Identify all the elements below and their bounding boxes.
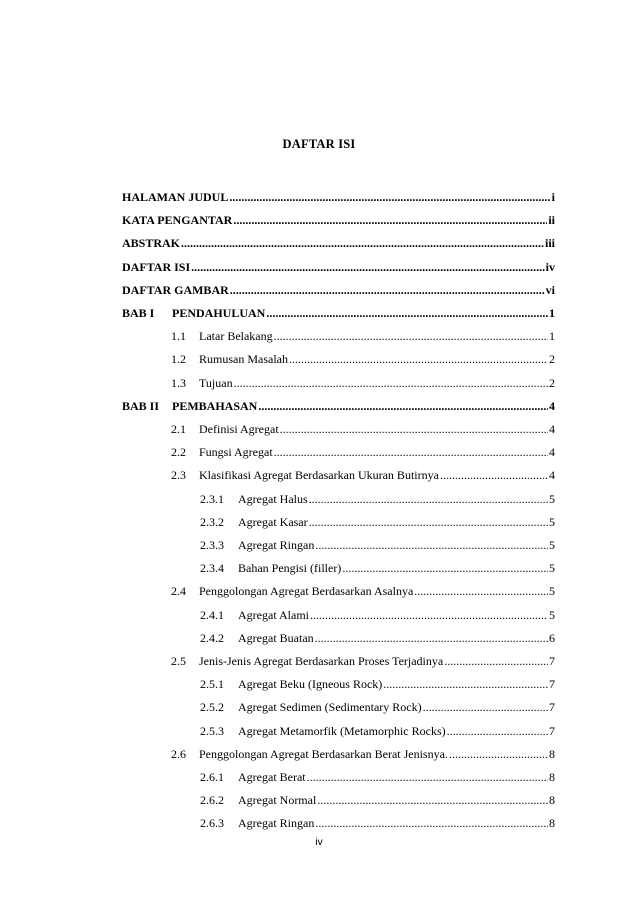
toc-entry <box>200 675 555 693</box>
toc-entry <box>200 722 555 740</box>
toc-entry-page: 5 <box>549 538 555 552</box>
toc-dot-leader <box>309 490 548 508</box>
toc-entry <box>171 327 555 345</box>
toc-dot-leader <box>315 814 548 832</box>
toc-entry-number: 2.2 <box>171 445 186 460</box>
toc-entry-label: DAFTAR ISI <box>122 259 191 274</box>
toc-dot-leader <box>444 652 548 670</box>
toc-entry-label: Definisi Agregat <box>199 422 279 436</box>
toc-entry <box>122 304 555 322</box>
toc-entry-number: 2.5.2 <box>200 700 224 715</box>
toc-entry-label: ABSTRAK <box>122 236 181 251</box>
toc-entry-page: 1 <box>549 306 555 320</box>
toc-entry-page: 4 <box>549 422 555 436</box>
toc-entry-page: i <box>551 190 555 204</box>
toc-entry-label: Latar Belakang <box>199 329 273 344</box>
toc-dot-leader <box>383 675 548 693</box>
toc-entry <box>200 513 555 531</box>
toc-entry <box>122 281 555 299</box>
toc-entry <box>122 397 555 415</box>
toc-entry <box>200 768 555 786</box>
toc-entry-label: Tujuan <box>199 375 233 390</box>
toc-entry <box>122 211 555 229</box>
toc-entry-label: PENDAHULUAN <box>172 306 266 320</box>
toc-entry-label: Agregat Halus <box>238 491 308 506</box>
toc-entry-label: Agregat Kasar <box>238 514 308 529</box>
toc-entry-label: Penggolongan Agregat Berdasarkan Asalnya <box>199 584 414 599</box>
toc-entry-label: KATA PENGANTAR <box>122 213 233 228</box>
toc-entry-page: 5 <box>549 514 555 529</box>
toc-entry-number: 2.5.1 <box>200 677 224 692</box>
toc-dot-leader <box>440 466 548 484</box>
toc-entry-label: PEMBAHASAN <box>172 398 258 413</box>
toc-entry-number: 2.3.3 <box>200 538 224 552</box>
toc-entry <box>171 420 555 438</box>
toc-entry <box>200 606 555 624</box>
toc-dot-leader <box>317 791 548 809</box>
toc-entry <box>171 350 555 368</box>
toc-entry-page: 5 <box>549 584 555 599</box>
toc-dot-leader <box>233 211 547 229</box>
toc-entry-label: Rumusan Masalah <box>199 352 288 367</box>
toc-dot-leader <box>315 536 548 554</box>
toc-entry-page: 4 <box>549 468 555 483</box>
toc-entry-label: DAFTAR GAMBAR <box>122 282 229 297</box>
toc-entry-label: Agregat Metamorfik (Metamorphic Rocks) <box>238 723 446 738</box>
toc-entry-number: 2.5.3 <box>200 723 224 738</box>
toc-entry-page: ii <box>548 213 555 228</box>
toc-dot-leader <box>266 304 548 322</box>
page-number-footer: iv <box>315 836 323 848</box>
toc-entry-number: 2.1 <box>171 422 186 436</box>
toc-entry <box>171 652 555 670</box>
toc-entry-page: 4 <box>549 445 555 460</box>
toc-entry <box>200 559 555 577</box>
toc-entry-page: 7 <box>549 700 555 715</box>
toc-entry-page: 1 <box>549 329 555 344</box>
toc-entry-page: 2 <box>549 375 555 390</box>
toc-entry-page: vi <box>545 282 555 297</box>
toc-entry-page: 8 <box>549 746 555 761</box>
toc-entry-label: Agregat Ringan <box>238 816 315 831</box>
toc-dot-leader <box>258 397 548 415</box>
toc-entry-label: Agregat Beku (Igneous Rock) <box>238 677 383 692</box>
toc-dot-leader <box>280 420 548 438</box>
toc-entry-page: 7 <box>549 723 555 738</box>
toc-dot-leader <box>414 582 548 600</box>
toc-dot-leader <box>274 327 548 345</box>
toc-dot-leader <box>289 350 548 368</box>
toc-entry-number: BAB I <box>122 306 155 320</box>
toc-entry-label: HALAMAN JUDUL <box>122 190 229 204</box>
toc-dot-leader <box>230 281 545 299</box>
toc-entry-number: 2.3.4 <box>200 561 224 576</box>
toc-dot-leader <box>309 513 548 531</box>
toc-entry-number: 2.5 <box>171 654 186 668</box>
toc-entry-label: Agregat Ringan <box>238 538 315 552</box>
toc-entry-label: Agregat Alami <box>238 607 309 622</box>
toc-entry-label: Penggolongan Agregat Berdasarkan Berat Jenisnya. <box>199 746 448 761</box>
toc-dot-leader <box>449 745 548 763</box>
toc-entry <box>200 791 555 809</box>
toc-entry-page: 8 <box>549 770 555 784</box>
toc-dot-leader <box>447 722 548 740</box>
toc-entry-page: 7 <box>549 677 555 692</box>
toc-entry-number: 1.1 <box>171 329 186 344</box>
toc-entry-page: 8 <box>549 793 555 808</box>
toc-dot-leader <box>423 698 548 716</box>
toc-entry <box>122 258 555 276</box>
toc-entry-page: 5 <box>549 607 555 622</box>
toc-entry <box>171 745 555 763</box>
toc-entry <box>171 466 555 484</box>
toc-dot-leader <box>274 443 548 461</box>
toc-entry-number: BAB II <box>122 398 160 413</box>
toc-entry <box>171 582 555 600</box>
toc-entry-label: Jenis-Jenis Agregat Berdasarkan Proses Terjadinya <box>199 654 444 668</box>
toc-entry-number: 2.4.1 <box>200 607 224 622</box>
page-title: DAFTAR ISI <box>282 137 356 151</box>
toc-entry-page: 2 <box>549 352 555 367</box>
toc-dot-leader <box>191 258 545 276</box>
toc-entry-number: 2.6 <box>171 746 186 761</box>
toc-entry-label: Fungsi Agregat <box>199 445 273 460</box>
toc-entry-number: 2.3.1 <box>200 491 224 506</box>
toc-entry-number: 2.6.1 <box>200 770 224 784</box>
toc-dot-leader <box>342 559 548 577</box>
toc-entry <box>122 234 555 252</box>
toc-entry-number: 1.3 <box>171 375 186 390</box>
toc-dot-leader <box>181 234 544 252</box>
toc-entry-label: Agregat Sedimen (Sedimentary Rock) <box>238 700 422 715</box>
toc-dot-leader <box>234 374 548 392</box>
toc-entry-number: 2.4.2 <box>200 630 224 645</box>
toc-entry-page: 5 <box>549 491 555 506</box>
toc-entry <box>200 629 555 647</box>
toc-entry-number: 2.6.2 <box>200 793 224 808</box>
toc-entry-number: 2.3 <box>171 468 186 483</box>
toc-entry-page: 6 <box>549 630 555 645</box>
toc-entry-label: Bahan Pengisi (filler) <box>238 561 342 576</box>
toc-dot-leader <box>229 188 550 206</box>
toc-entry-number: 2.3.2 <box>200 514 224 529</box>
toc-entry-page: 8 <box>549 816 555 831</box>
toc-entry <box>171 443 555 461</box>
toc-entry-page: 7 <box>549 654 555 668</box>
toc-entry-page: iv <box>545 259 555 274</box>
toc-entry <box>200 814 555 832</box>
toc-dot-leader <box>310 606 548 624</box>
toc-entry-number: 2.6.3 <box>200 816 224 831</box>
toc-entry-label: Agregat Buatan <box>238 630 314 645</box>
toc-entry-page: iii <box>544 236 555 251</box>
toc-dot-leader <box>307 768 548 786</box>
toc-entry <box>122 188 555 206</box>
toc-entry <box>200 490 555 508</box>
toc-entry-number: 1.2 <box>171 352 186 367</box>
toc-entry <box>200 698 555 716</box>
toc-entry-label: Klasifikasi Agregat Berdasarkan Ukuran Butirnya <box>199 468 439 483</box>
toc-entry-page: 5 <box>549 561 555 576</box>
toc-dot-leader <box>315 629 548 647</box>
toc-entry-page: 4 <box>549 398 555 413</box>
toc-entry <box>200 536 555 554</box>
toc-entry-number: 2.4 <box>171 584 186 599</box>
toc-entry-label: Agregat Normal <box>238 793 317 808</box>
toc-entry <box>171 374 555 392</box>
toc-entry-label: Agregat Berat <box>238 770 306 784</box>
